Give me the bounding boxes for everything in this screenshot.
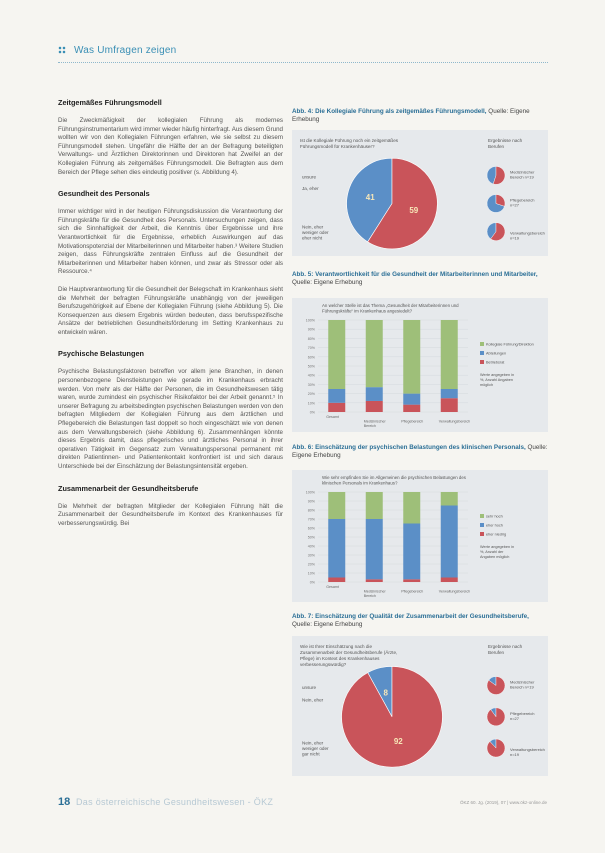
bar-segment xyxy=(403,405,420,412)
small-pie-label: n=27 xyxy=(510,715,520,721)
section-heading: Zusammenarbeit der Gesundheitsberufe xyxy=(58,483,199,493)
bar-segment xyxy=(328,320,345,389)
figure-source: Quelle: Eigene Erhebung xyxy=(292,279,363,286)
pie-value-label: 59 xyxy=(409,205,419,215)
side-title: Ergebnisse nach xyxy=(488,138,523,143)
pie-legend-label: gar nicht xyxy=(302,751,320,757)
bar-segment xyxy=(328,519,345,578)
figure-6-chart xyxy=(292,470,548,602)
chart-question: An welcher Stelle ist das Thema „Gesundheit der Mitarbeiterinnen und xyxy=(322,303,459,308)
chart-note: Angaben möglich xyxy=(480,555,510,559)
pie-value-label: 8 xyxy=(383,688,388,698)
y-tick-label: 40% xyxy=(307,373,315,378)
bar-segment xyxy=(366,492,383,519)
bar-segment xyxy=(366,320,383,387)
pie-value-label: 92 xyxy=(393,737,403,747)
pie-legend-label: unsure xyxy=(302,174,317,180)
legend-label: sehr hoch xyxy=(486,514,503,519)
chart-question: Zusammenarbeit der Gesundheitsberufe (Ärzte, xyxy=(300,650,398,655)
figure-6-panel xyxy=(292,470,548,602)
section-heading: Gesundheit des Personals xyxy=(58,189,150,199)
small-pie-label: Bereich n=19 xyxy=(510,684,534,690)
footer-info: ÖKZ 60. Jg. (2019), 07 | www.ökz-online.de xyxy=(460,800,547,805)
pie-legend-label: weniger oder xyxy=(302,746,329,752)
pie-legend-label: weniger oder xyxy=(302,229,329,235)
chart-question: Wie sehr empfinden Sie im Allgemeinen die psychischen Belastungen des xyxy=(322,475,466,480)
bar-segment xyxy=(328,403,345,412)
running-header xyxy=(58,45,176,56)
bar-segment xyxy=(441,492,458,506)
y-tick-label: 50% xyxy=(307,364,315,369)
bar-segment xyxy=(328,389,345,403)
chart-note: %, Anzahl der xyxy=(480,550,504,554)
y-tick-label: 90% xyxy=(307,327,315,332)
y-tick-label: 30% xyxy=(307,382,315,387)
y-tick-label: 20% xyxy=(307,392,315,397)
chart-question: Führungsmodell für Krankenhäuser? xyxy=(300,144,375,149)
figure-title: Die Kollegiale Führung als zeitgemäßes Führungsmodell, xyxy=(315,108,487,115)
figure-number: Abb. 7: xyxy=(292,613,314,620)
figure-title: Verantwortlichkeit für die Gesundheit der Mitarbeiterinnen und Mitarbeiter, xyxy=(315,271,538,278)
bar-segment xyxy=(403,579,420,582)
bar-segment xyxy=(366,401,383,412)
figure-5-chart xyxy=(292,298,548,432)
bar-segment xyxy=(403,524,420,580)
legend-swatch xyxy=(480,532,484,536)
bar-segment xyxy=(441,506,458,578)
small-pie-label: Verwaltungsbereich xyxy=(510,747,545,753)
pie-value-label: 41 xyxy=(365,193,375,203)
y-tick-label: 40% xyxy=(307,544,315,549)
chart-question: Pflege) im Kontext des Krankenhauses xyxy=(300,656,380,661)
header-title: Was Umfragen zeigen xyxy=(74,45,177,56)
figure-title: Einschätzung der Qualität der Zusammenarbeit der Gesundheitsberufe, xyxy=(315,613,529,620)
paragraph: Die Mehrheit der befragten Mitglieder der Kollegialen Führung hält die Zusammenarbeit der Gesundheitsberufe im Kontext des Krankenhauses für verbesserungswürdig. Bei xyxy=(58,502,283,527)
y-tick-label: 70% xyxy=(307,346,315,351)
y-tick-label: 90% xyxy=(307,499,315,504)
figure-4-caption xyxy=(292,108,548,124)
section-heading: Zeitgemäßes Führungsmodell xyxy=(58,98,162,107)
bar-segment xyxy=(328,492,345,519)
small-pie-label: n=19 xyxy=(510,235,520,241)
y-tick-label: 80% xyxy=(307,508,315,513)
bar-segment xyxy=(441,389,458,398)
bar-segment xyxy=(441,398,458,412)
y-tick-label: 60% xyxy=(307,355,315,360)
figure-5-panel xyxy=(292,298,548,432)
bar-segment xyxy=(366,519,383,579)
y-tick-label: 60% xyxy=(307,526,315,531)
x-tick-label: Pflegebereich xyxy=(401,419,424,424)
paragraph: Die Hauptverantwortung für die Gesundheit der Belegschaft im Krankenhaus sieht die Mehrheit der befragten Führungskräfte unabhängig von der jeweiligen Berufszugehörigkeit auf Ebene der Kollegialen Führung (siehe Abbildung 5). Die Konsequenzen aus diesem Ergebnis würden bedeuten, dass berufsspezifische Ansätze der betrieblichen Gesundheitsförderung im Setting Krankenhaus zu entwickeln wären. xyxy=(58,285,283,336)
footer-title: Das österreichische Gesundheitswesen - ÖKZ xyxy=(76,797,274,807)
bar-segment xyxy=(403,320,420,394)
x-tick-label: Medizinischer xyxy=(363,589,386,594)
x-tick-label: Bereich xyxy=(363,594,376,598)
y-tick-label: 10% xyxy=(307,401,315,406)
bar-segment xyxy=(366,579,383,582)
figure-7-caption xyxy=(292,613,548,629)
figure-6-caption xyxy=(292,444,548,460)
figure-source: Quelle: Eigene Erhebung xyxy=(292,444,548,459)
page-number: 18 xyxy=(58,796,71,808)
small-pie-label: Bereich n=19 xyxy=(510,174,534,180)
figure-source: Quelle: Eigene Erhebung xyxy=(292,621,363,628)
chart-note: Werte angegeben in xyxy=(480,545,515,549)
figure-number: Abb. 4: xyxy=(292,108,314,115)
legend-swatch xyxy=(480,342,484,346)
small-pie-label: Medizinischer xyxy=(510,169,535,175)
y-tick-label: 10% xyxy=(307,571,315,576)
bar-segment xyxy=(403,394,420,405)
figure-title: Einschätzung der psychischen Belastungen des klinischen Personals, xyxy=(315,444,526,451)
x-tick-label: Medizinischer xyxy=(363,419,386,424)
figure-4-panel xyxy=(292,130,548,256)
y-tick-label: 100% xyxy=(305,318,315,323)
section-heading: Psychische Belastungen xyxy=(58,349,144,359)
bar-segment xyxy=(441,578,458,583)
x-tick-label: Gesamt xyxy=(326,585,339,589)
small-pie-label: Pflegebereich xyxy=(510,710,535,716)
pie-legend-label: eher nicht xyxy=(302,235,323,241)
pie-legend-label: unsure xyxy=(302,685,317,691)
paragraph: Immer wichtiger wird in der heutigen Führungsdiskussion die Verantwortung der Führungskräfte für die Gesundheit des Personals. Untersuchungen zeigen, dass sich die Sinnhaftigkeit der Arbeit, die Kenntnis über Ergebnisse und ihre Verantwortlichkeit für die Ergebnisse, erheblich Auswirkungen auf das Motivationspotenzial der Mitarbeiterinnen und Mitarbeiter haben.³ Weitere Studien zeigen, dass Führungskräfte zentralen Einfluss auf die Gesundheit der Mitarbeiterinnen und Mitarbeiter haben können, und zwar als Stressor oder als Ressource.⁴ xyxy=(58,208,283,276)
chart-question: Wie ist Ihrer Einschätzung nach die xyxy=(300,644,373,649)
y-tick-label: 50% xyxy=(307,535,315,540)
side-title: Berufen xyxy=(488,144,505,149)
bar-segment xyxy=(366,387,383,401)
header-dots-icon xyxy=(58,46,66,54)
legend-swatch xyxy=(480,351,484,355)
figure-source: Quelle: Eigene Erhebung xyxy=(292,108,530,123)
figure-number: Abb. 6: xyxy=(292,444,314,451)
y-tick-label: 80% xyxy=(307,336,315,341)
legend-label: Betriebsrat xyxy=(486,360,505,365)
pie-legend-label: Nein, eher xyxy=(302,740,324,746)
chart-question: verbesserungswürdig? xyxy=(300,662,347,667)
header-rule xyxy=(58,62,548,63)
chart-question: klinischen Personals im Krankenhaus? xyxy=(322,480,398,486)
small-pie-slice xyxy=(487,708,505,726)
y-tick-label: 30% xyxy=(307,553,315,558)
figure-5-caption xyxy=(292,271,548,287)
chart-note: Werte angegeben in xyxy=(480,373,515,377)
pie-legend-label: Nein, eher xyxy=(302,224,324,230)
figure-number: Abb. 5: xyxy=(292,271,314,278)
chart-question: Führungskräfte“ im Krankenhaus angesiedelt? xyxy=(322,308,413,314)
small-pie-label: Verwaltungsbereich xyxy=(510,230,545,236)
bar-segment xyxy=(403,492,420,524)
legend-swatch xyxy=(480,514,484,518)
chart-question: Ist die Kollegiale Führung noch ein zeitgemäßes xyxy=(300,138,399,143)
side-title: Ergebnisse nach xyxy=(488,644,523,649)
paragraph: Psychische Belastungsfaktoren betreffen vor allem jene Branchen, in denen personenbezogene Dienstleistungen wie gerade im Krankenhaus erbracht werden. Von mehr als der Hälfte der Personen, die im Gesundheitswesen tätig waren, wurde zumindest ein psychischer Risikofaktor bei der Arbeit genannt.⁵ In unserer Befragung zu arbeitsbedingten psychischen Belastungen werden von den befragten Mitgliedern der Kollegialen Führung aus dem ärztlichen und Pflegebereich die Belastungen fast doppelt so hoch eingeschätzt wie von denen aus dem Verwaltungsbereich (siehe Abbildung 6). Zusammenhängen könnte dieses Ergebnis damit, dass pflegerisches und ärztliches Personal in ihrer operativen Tätigkeit im Gegensatz zum Verwaltungspersonal permanent mit direkten Patientinnen- und Patientenkontakt konfrontiert ist und sich daraus Unterschiede bei der Einschätzung der Belastungsintensität ergeben. xyxy=(58,368,283,470)
small-pie-slice xyxy=(487,739,505,757)
small-pie-label: Medizinischer xyxy=(510,679,535,685)
x-tick-label: Bereich xyxy=(363,424,376,428)
y-tick-label: 20% xyxy=(307,562,315,567)
legend-swatch xyxy=(480,360,484,364)
chart-note: %, Anzahl Angaben xyxy=(480,378,513,382)
side-title: Berufen xyxy=(488,650,505,655)
pie-legend-label: Ja, eher xyxy=(302,185,319,191)
pie-slice xyxy=(342,666,443,767)
small-pie-label: Pflegebereich xyxy=(510,197,535,203)
x-tick-label: Pflegebereich xyxy=(401,589,424,594)
legend-label: eher niedrig xyxy=(486,532,507,537)
chart-note: möglich xyxy=(480,383,494,387)
body-text-column xyxy=(58,98,283,537)
legend-label: Abteilungen xyxy=(486,351,507,356)
y-tick-label: 0% xyxy=(309,410,315,415)
legend-label: Kollegiale Führung/Direktion xyxy=(486,342,534,347)
figure-4-chart xyxy=(292,130,548,256)
figure-7-chart xyxy=(292,636,548,776)
y-tick-label: 0% xyxy=(309,580,315,585)
bar-segment xyxy=(441,320,458,389)
legend-swatch xyxy=(480,523,484,527)
small-pie-label: n=27 xyxy=(510,202,520,208)
x-tick-label: Verwaltungsbereich xyxy=(438,589,471,594)
bar-segment xyxy=(328,578,345,583)
y-tick-label: 70% xyxy=(307,517,315,522)
figure-7-panel xyxy=(292,636,548,776)
legend-label: eher hoch xyxy=(486,523,503,528)
x-tick-label: Gesamt xyxy=(326,415,339,419)
x-tick-label: Verwaltungsbereich xyxy=(438,419,471,424)
small-pie-label: n=19 xyxy=(510,752,520,758)
y-tick-label: 100% xyxy=(305,490,315,495)
pie-legend-label: Nein, eher xyxy=(302,697,324,703)
paragraph: Die Zweckmäßigkeit der kollegialen Führung als modernes Führungsinstrumentarium wird immer wieder häufig hinterfragt. Aus diesem Grund wollten wir von den Kollegialen Führungen erfahren, wie sie selbst zu diesem Führungsmodell stehen. Ungefähr die Hälfte der an der Befragung beteiligten Verwaltungs- und Ärztlichen Direktorinnen und Direktoren hat Zweifel an der Kollegialen Führung als zeitgemäßes Führungsmodell. Die Befragten aus dem Bereich der Pflege sehen dies eindeutig positiver (s. Abbildung 4). xyxy=(58,117,283,176)
